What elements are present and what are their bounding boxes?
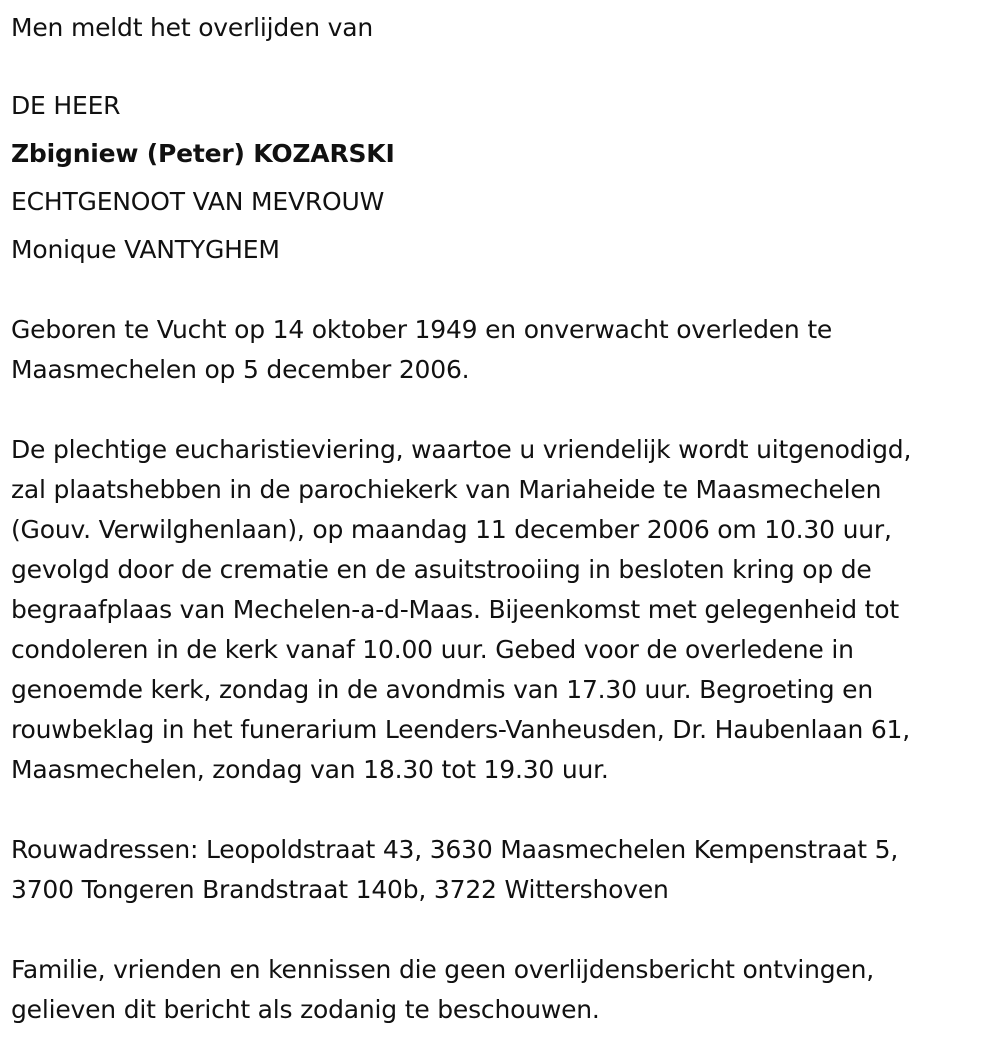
closing-line: Familie, vrienden en kennissen die geen overlijdensbericht ontvingen, bbox=[11, 955, 875, 984]
closing-paragraph bbox=[11, 950, 991, 1030]
ceremony-line: begraafplaas van Mechelen-a-d-Maas. Bijeenkomst met gelegenheid tot bbox=[11, 595, 899, 624]
title-prefix: DE HEER bbox=[11, 91, 121, 120]
address-line: Rouwadressen: Leopoldstraat 43, 3630 Maasmechelen Kempenstraat 5, bbox=[11, 835, 899, 864]
paragraph-spacer bbox=[11, 910, 991, 950]
deceased-name: Zbigniew (Peter) KOZARSKI bbox=[11, 139, 395, 168]
ceremony-line: (Gouv. Verwilghenlaan), op maandag 11 december 2006 om 10.30 uur, bbox=[11, 515, 892, 544]
paragraph-spacer bbox=[11, 390, 991, 430]
spouse-name: Monique VANTYGHEM bbox=[11, 235, 280, 264]
ceremony-line: De plechtige eucharistieviering, waartoe u vriendelijk wordt uitgenodigd, bbox=[11, 435, 912, 464]
ceremony-line: condoleren in de kerk vanaf 10.00 uur. Gebed voor de overledene in bbox=[11, 635, 854, 664]
ceremony-line: genoemde kerk, zondag in de avondmis van 17.30 uur. Begroeting en bbox=[11, 675, 873, 704]
ceremony-line: zal plaatshebben in de parochiekerk van Mariaheide te Maasmechelen bbox=[11, 475, 882, 504]
ceremony-paragraph bbox=[11, 430, 991, 790]
ceremony-line: gevolgd door de crematie en de asuitstrooiing in besloten kring op de bbox=[11, 555, 872, 584]
addresses-paragraph bbox=[11, 830, 991, 910]
birth-death-line: Maasmechelen op 5 december 2006. bbox=[11, 355, 470, 384]
spouse-relation: ECHTGENOOT VAN MEVROUW bbox=[11, 187, 385, 216]
ceremony-line: Maasmechelen, zondag van 18.30 tot 19.30 uur. bbox=[11, 755, 609, 784]
birth-death-line: Geboren te Vucht op 14 oktober 1949 en onverwacht overleden te bbox=[11, 315, 833, 344]
paragraph-spacer bbox=[11, 790, 991, 830]
birth-death-paragraph bbox=[11, 310, 991, 390]
ceremony-line: rouwbeklag in het funerarium Leenders-Vanheusden, Dr. Haubenlaan 61, bbox=[11, 715, 911, 744]
address-line: 3700 Tongeren Brandstraat 140b, 3722 Wittershoven bbox=[11, 875, 669, 904]
closing-line: gelieven dit bericht als zodanig te beschouwen. bbox=[11, 995, 600, 1024]
intro-text: Men meldt het overlijden van bbox=[11, 13, 374, 42]
